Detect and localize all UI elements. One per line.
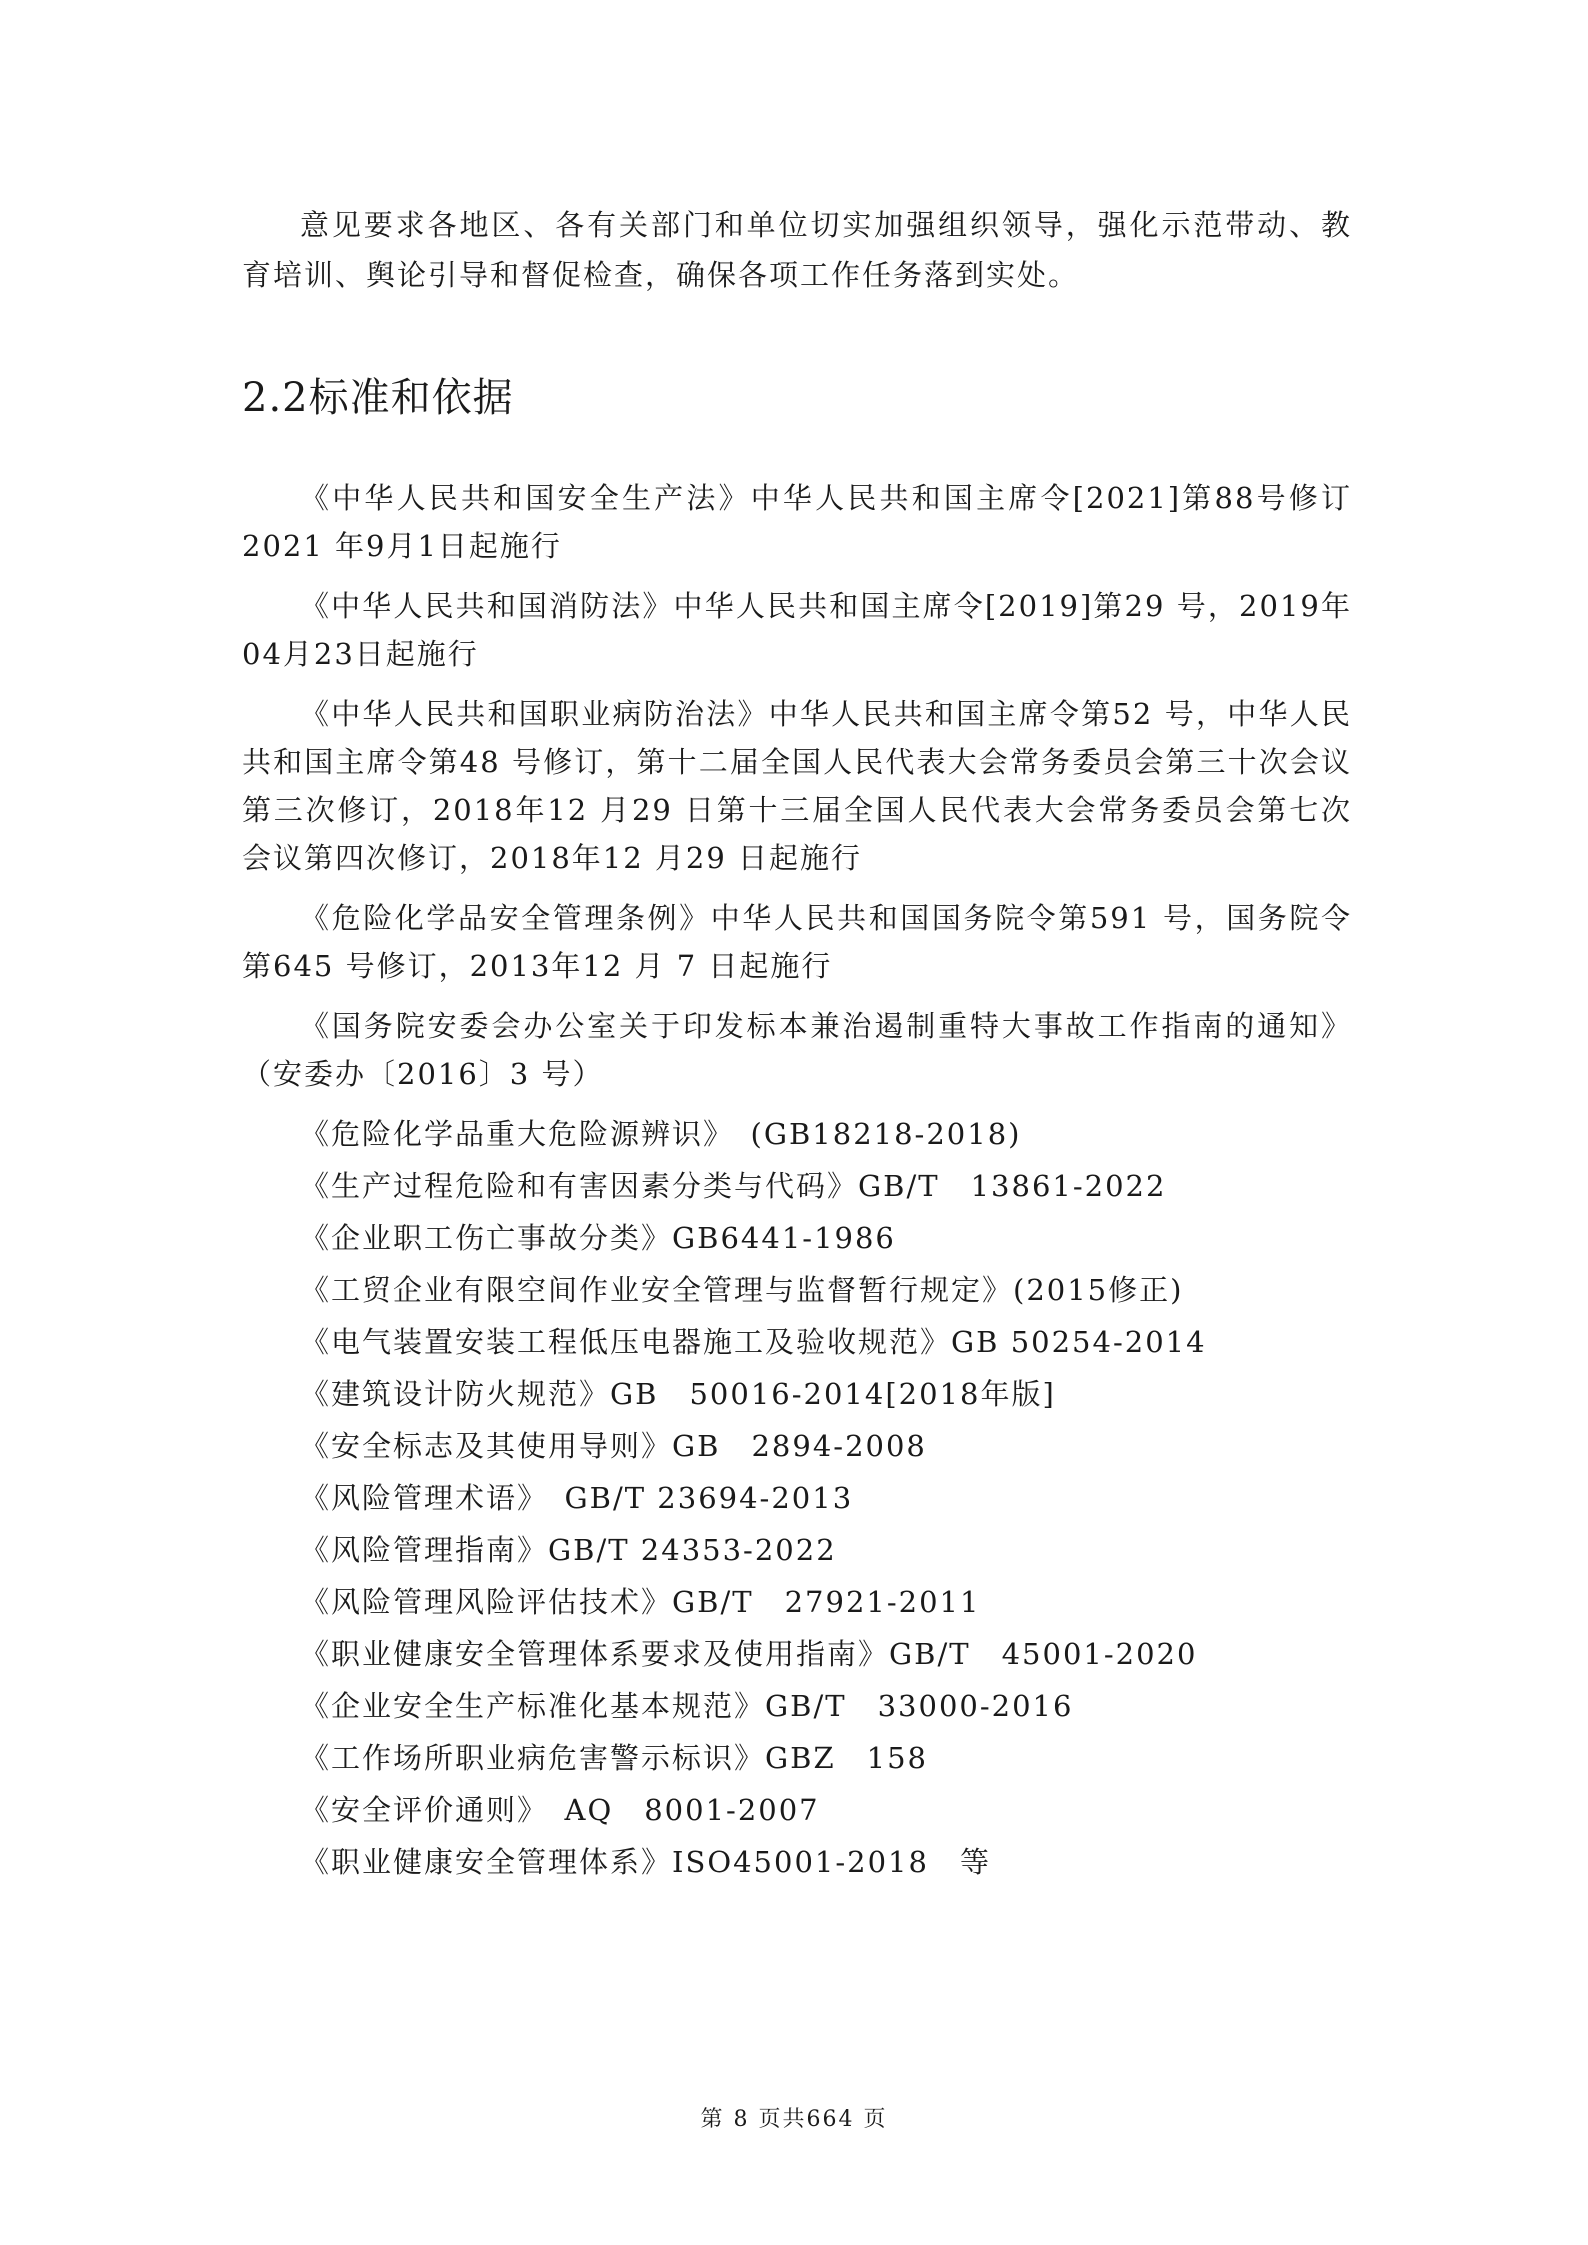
reference-item: 《风险管理术语》 GB/T 23694-2013 bbox=[300, 1481, 854, 1515]
reference-item: 《中华人民共和国职业病防治法》中华人民共和国主席令第52 号，中华人民共和国主席令第48 号修订，第十二届全国人民代表大会常务委员会第三十次会议第三次修订，2018年12 月29 日第十三届全国人民代表大会常务委员会第七次会议第四次修订，2018年12 月29 日起施行 bbox=[242, 697, 1352, 875]
reference-item: 《电气装置安装工程低压电器施工及验收规范》GB 50254-2014 bbox=[300, 1325, 1207, 1359]
reference-item: 《工贸企业有限空间作业安全管理与监督暂行规定》(2015修正) bbox=[300, 1273, 1184, 1307]
reference-item: 《职业健康安全管理体系要求及使用指南》GB/T 45001-2020 bbox=[300, 1637, 1198, 1671]
intro-paragraph: 意见要求各地区、各有关部门和单位切实加强组织领导，强化示范带动、教育培训、舆论引导和督促检查，确保各项工作任务落到实处。 bbox=[242, 208, 1352, 292]
reference-item: 《企业职工伤亡事故分类》GB6441-1986 bbox=[300, 1221, 896, 1255]
reference-item: 《风险管理风险评估技术》GB/T 27921-2011 bbox=[300, 1585, 981, 1619]
reference-item: 《风险管理指南》GB/T 24353-2022 bbox=[300, 1533, 837, 1567]
reference-item: 《职业健康安全管理体系》ISO45001-2018 等 bbox=[300, 1845, 991, 1879]
reference-item: 《危险化学品重大危险源辨识》 (GB18218-2018) bbox=[300, 1117, 1022, 1151]
reference-item: 《企业安全生产标准化基本规范》GB/T 33000-2016 bbox=[300, 1689, 1074, 1723]
reference-item: 《中华人民共和国安全生产法》中华人民共和国主席令[2021]第88号修订 2021 年9月1日起施行 bbox=[242, 481, 1352, 563]
page-footer: 第 8 页共664 页 bbox=[700, 2107, 888, 2132]
reference-item: 《建筑设计防火规范》GB 50016-2014[2018年版] bbox=[300, 1377, 1056, 1411]
reference-list bbox=[242, 474, 1352, 1886]
page-content bbox=[242, 200, 1352, 1890]
section-heading: 2.2标准和依据 bbox=[242, 375, 514, 421]
reference-item: 《中华人民共和国消防法》中华人民共和国主席令[2019]第29 号，2019年04月23日起施行 bbox=[242, 589, 1352, 671]
reference-item: 《国务院安委会办公室关于印发标本兼治遏制重特大事故工作指南的通知》（安委办〔2016〕3 号） bbox=[242, 1009, 1352, 1091]
reference-item: 《安全标志及其使用导则》GB 2894-2008 bbox=[300, 1429, 927, 1463]
reference-item: 《危险化学品安全管理条例》中华人民共和国国务院令第591 号，国务院令第645 号修订，2013年12 月 7 日起施行 bbox=[242, 901, 1352, 983]
reference-item: 《工作场所职业病危害警示标识》GBZ 158 bbox=[300, 1741, 928, 1775]
reference-item: 《安全评价通则》 AQ 8001-2007 bbox=[300, 1793, 820, 1827]
reference-item: 《生产过程危险和有害因素分类与代码》GB/T 13861-2022 bbox=[300, 1169, 1167, 1203]
